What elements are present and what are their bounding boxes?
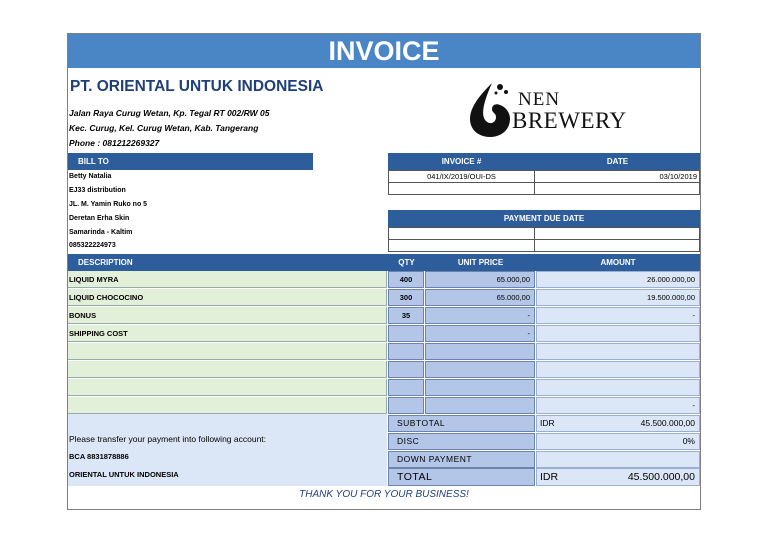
item-qty[interactable] — [388, 397, 424, 414]
item-unit-price[interactable]: 65.000,00 — [425, 271, 535, 288]
bill-to-line: Deretan Erha Skin — [69, 215, 130, 222]
item-qty[interactable] — [388, 343, 424, 360]
item-unit-price[interactable] — [425, 343, 535, 360]
total-label: TOTAL — [388, 468, 535, 486]
item-unit-price[interactable]: - — [425, 325, 535, 342]
discount-label: DISC — [388, 433, 535, 450]
description-column-header: DESCRIPTION — [68, 254, 388, 271]
date-header: DATE — [535, 153, 700, 170]
bill-to-line: 085322224973 — [69, 242, 116, 249]
item-unit-price[interactable] — [425, 361, 535, 378]
bill-to-header: BILL TO — [68, 153, 313, 170]
item-qty[interactable]: 35 — [388, 307, 424, 324]
subtotal-currency: IDR — [540, 418, 555, 428]
subtotal-label: SUBTOTAL — [388, 415, 535, 432]
qty-column-header: QTY — [388, 254, 425, 271]
invoice-sheet — [67, 33, 701, 510]
unit-price-column-header: UNIT PRICE — [425, 254, 536, 271]
total-currency: IDR — [540, 471, 559, 483]
bill-to-line: JL. M. Yamin Ruko no 5 — [69, 201, 148, 208]
down-payment-value[interactable] — [536, 451, 700, 468]
item-unit-price[interactable]: 65.000,00 — [425, 289, 535, 306]
amount-column-header: AMOUNT — [536, 254, 700, 271]
company-address-line2: Kec. Curug, Kel. Curug Wetan, Kab. Tangerang — [69, 123, 259, 133]
item-qty[interactable]: 300 — [388, 289, 424, 306]
payment-due-cell[interactable] — [388, 239, 535, 252]
item-amount[interactable] — [536, 379, 700, 396]
invoice-title: INVOICE — [68, 34, 700, 68]
item-qty[interactable] — [388, 325, 424, 342]
account-name: ORIENTAL UNTUK INDONESIA — [69, 470, 179, 479]
item-unit-price[interactable] — [425, 397, 535, 414]
bill-to-line: EJ33 distribution — [69, 187, 126, 194]
down-payment-label: DOWN PAYMENT — [388, 451, 535, 468]
item-description[interactable] — [68, 343, 387, 360]
item-qty[interactable]: 400 — [388, 271, 424, 288]
bank-account: BCA 8831878886 — [69, 452, 129, 461]
item-unit-price[interactable] — [425, 379, 535, 396]
brewery-logo — [466, 79, 636, 139]
item-description[interactable]: BONUS — [68, 307, 387, 324]
bill-to-line: Betty Natalia — [69, 173, 112, 180]
item-description[interactable] — [68, 361, 387, 378]
item-description[interactable]: SHIPPING COST — [68, 325, 387, 342]
invoice-extra-cell[interactable] — [388, 182, 535, 195]
item-amount[interactable] — [536, 343, 700, 360]
item-description[interactable]: LIQUID CHOCOCINO — [68, 289, 387, 306]
company-name: PT. ORIENTAL UNTUK INDONESIA — [70, 78, 324, 95]
item-unit-price[interactable]: - — [425, 307, 535, 324]
total-value: 45.500.000,00 — [627, 471, 695, 483]
item-amount[interactable]: 19.500.000,00 — [536, 289, 700, 306]
item-description[interactable] — [68, 379, 387, 396]
total-cell — [536, 468, 700, 486]
logo-text-nen: NEN — [518, 89, 561, 110]
bill-to-line: Samarinda - Kaltim — [69, 229, 133, 236]
payment-due-cell[interactable] — [534, 239, 700, 252]
invoice-number-value[interactable]: 041/IX/2019/OUI-DS — [388, 170, 535, 183]
item-description[interactable] — [68, 397, 387, 414]
thank-you-footer: THANK YOU FOR YOUR BUSINESS! — [299, 489, 469, 500]
company-address-line1: Jalan Raya Curug Wetan, Kp. Tegal RT 002/RW 05 — [69, 108, 270, 118]
subtotal-cell — [536, 415, 700, 432]
date-extra-cell[interactable] — [534, 182, 700, 195]
logo-text-brewery: BREWERY — [512, 108, 627, 133]
company-phone: Phone : 081212269327 — [69, 138, 160, 148]
item-qty[interactable] — [388, 361, 424, 378]
item-amount[interactable]: - — [536, 397, 700, 414]
item-amount[interactable] — [536, 361, 700, 378]
item-description[interactable]: LIQUID MYRA — [68, 271, 387, 288]
item-qty[interactable] — [388, 379, 424, 396]
date-value[interactable]: 03/10/2019 — [534, 170, 700, 183]
payment-due-header: PAYMENT DUE DATE — [388, 210, 700, 227]
item-amount[interactable]: 26.000.000,00 — [536, 271, 700, 288]
item-amount[interactable]: - — [536, 307, 700, 324]
invoice-number-header: INVOICE # — [388, 153, 535, 170]
discount-value[interactable]: 0% — [536, 433, 700, 450]
payment-instruction: Please transfer your payment into following account: — [69, 434, 267, 444]
item-amount[interactable] — [536, 325, 700, 342]
subtotal-value: 45.500.000,00 — [640, 418, 695, 428]
